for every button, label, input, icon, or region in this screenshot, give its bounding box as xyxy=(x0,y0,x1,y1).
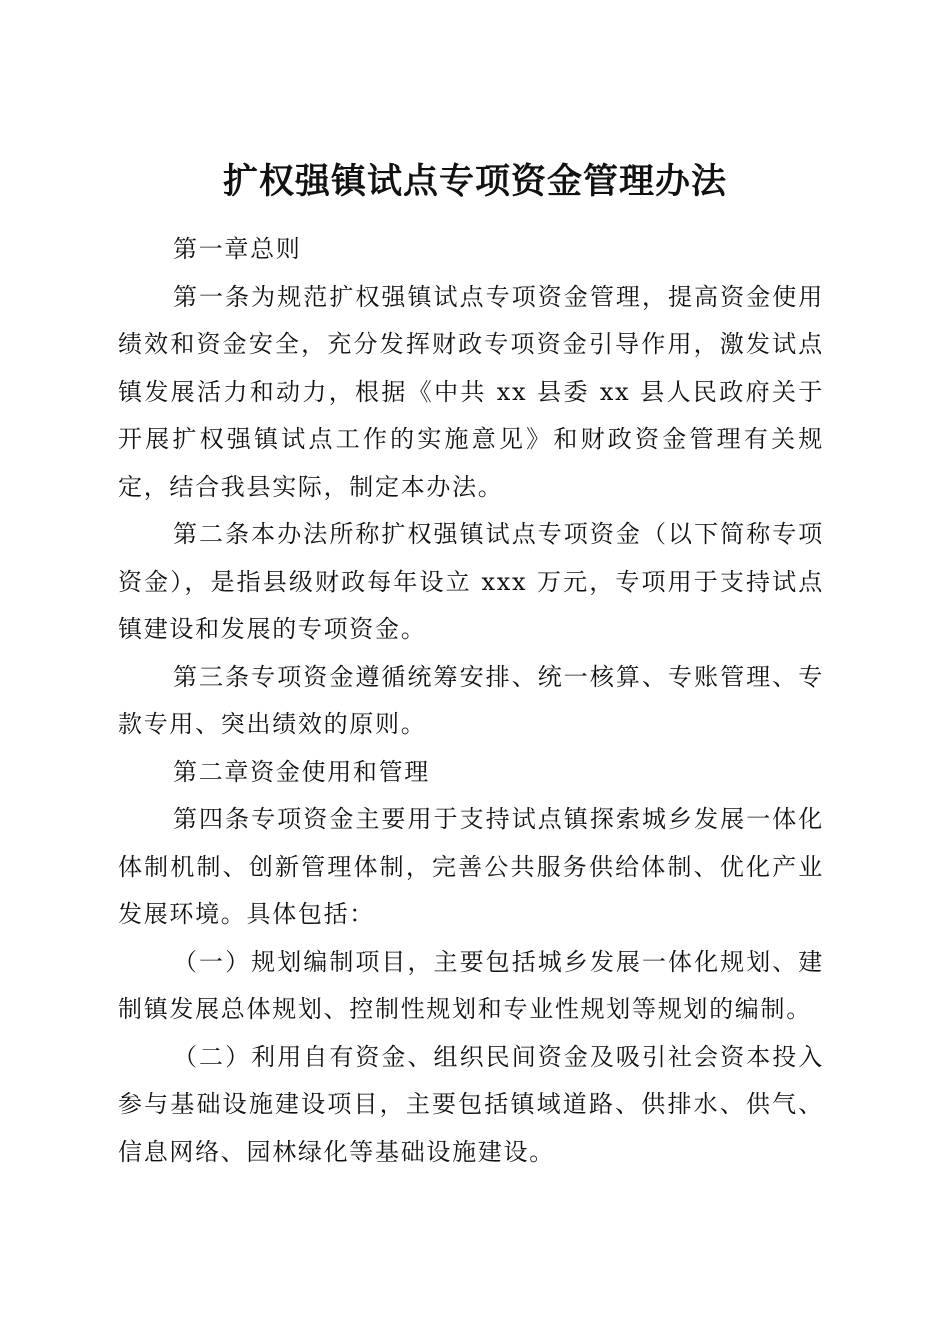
document-body xyxy=(118,226,824,1176)
chapter-heading-1: 第一章总则 xyxy=(173,235,302,263)
article-4-item-2: （二）利用自有资金、组织民间资金及吸引社会资本投入参与基础设施建设项目，主要包括镇域道路、供排水、供气、信息网络、园林绿化等基础设施建设。 xyxy=(118,1042,824,1166)
document-title: 扩权强镇试点专项资金管理办法 xyxy=(222,161,727,203)
article-3: 第三条专项资金遵循统筹安排、统一核算、专账管理、专款专用、突出绩效的原则。 xyxy=(118,662,824,738)
article-1: 第一条为规范扩权强镇试点专项资金管理，提高资金使用绩效和资金安全，充分发挥财政专项资金引导作用，激发试点镇发展活力和动力，根据《中共 xx 县委 xx 县人民政府关于开展扩权强镇试点工作的实施意见》和财政资金管理有关规定，结合我县实际，制定本办法。 xyxy=(118,282,824,501)
article-4: 第四条专项资金主要用于支持试点镇探索城乡发展一体化体制机制、创新管理体制，完善公共服务供给体制、优化产业发展环境。具体包括： xyxy=(118,805,824,928)
chapter-heading-2: 第二章资金使用和管理 xyxy=(173,757,430,786)
article-4-item-1: （一）规划编制项目，主要包括城乡发展一体化规划、建制镇发展总体规划、控制性规划和专业性规划等规划的编制。 xyxy=(118,947,824,1023)
article-2: 第二条本办法所称扩权强镇试点专项资金（以下简称专项资金），是指县级财政每年设立 xxx 万元，专项用于支持试点镇建设和发展的专项资金。 xyxy=(118,520,824,643)
